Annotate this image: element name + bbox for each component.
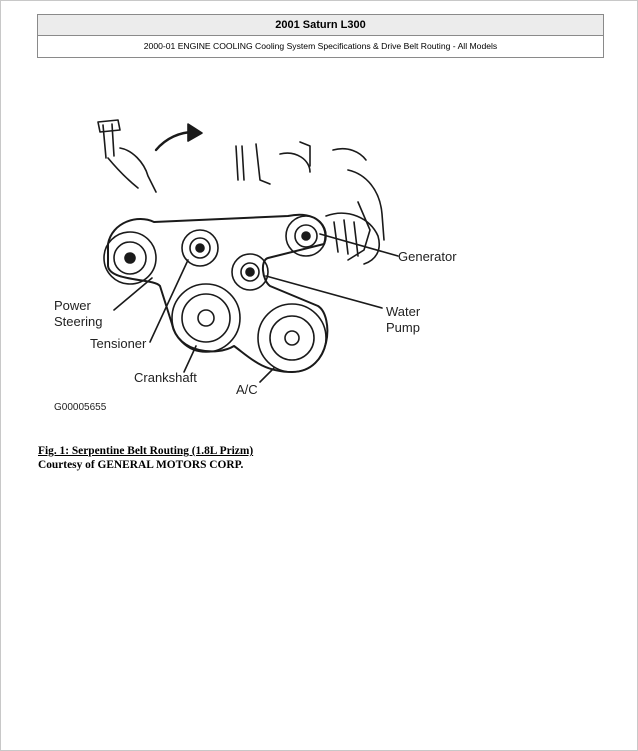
figure-code: G00005655 [54,402,107,413]
label-crankshaft: Crankshaft [134,370,197,385]
label-tensioner: Tensioner [90,336,147,351]
hand-arm [120,148,156,192]
arrow-head [188,124,202,141]
leader-ac [260,368,274,382]
figure-caption-title: Fig. 1: Serpentine Belt Routing (1.8L Prizm) [38,445,254,457]
belt-routing-figure [48,110,478,420]
document-header [37,14,604,58]
right-hand-arm [348,170,384,240]
label-generator: Generator [398,249,457,264]
header-subtitle: 2000-01 ENGINE COOLING Cooling System Specifications & Drive Belt Routing - All Models [143,41,498,51]
label-ac: A/C [236,382,258,397]
figure-caption-courtesy: Courtesy of GENERAL MOTORS CORP. [38,459,244,471]
belt-routing-diagram [48,110,478,420]
wrench-grip [98,120,120,132]
figure-caption [38,444,253,472]
leader-tensioner [150,260,188,342]
label-steering: Steering [54,314,103,329]
label-pump: Pump [386,320,420,335]
label-water: Water [386,304,421,319]
label-power: Power [54,298,91,313]
leader-power-steering [114,278,152,310]
wrench-handle [103,124,114,158]
leader-crankshaft [184,346,196,372]
header-title: 2001 Saturn L300 [38,15,603,36]
